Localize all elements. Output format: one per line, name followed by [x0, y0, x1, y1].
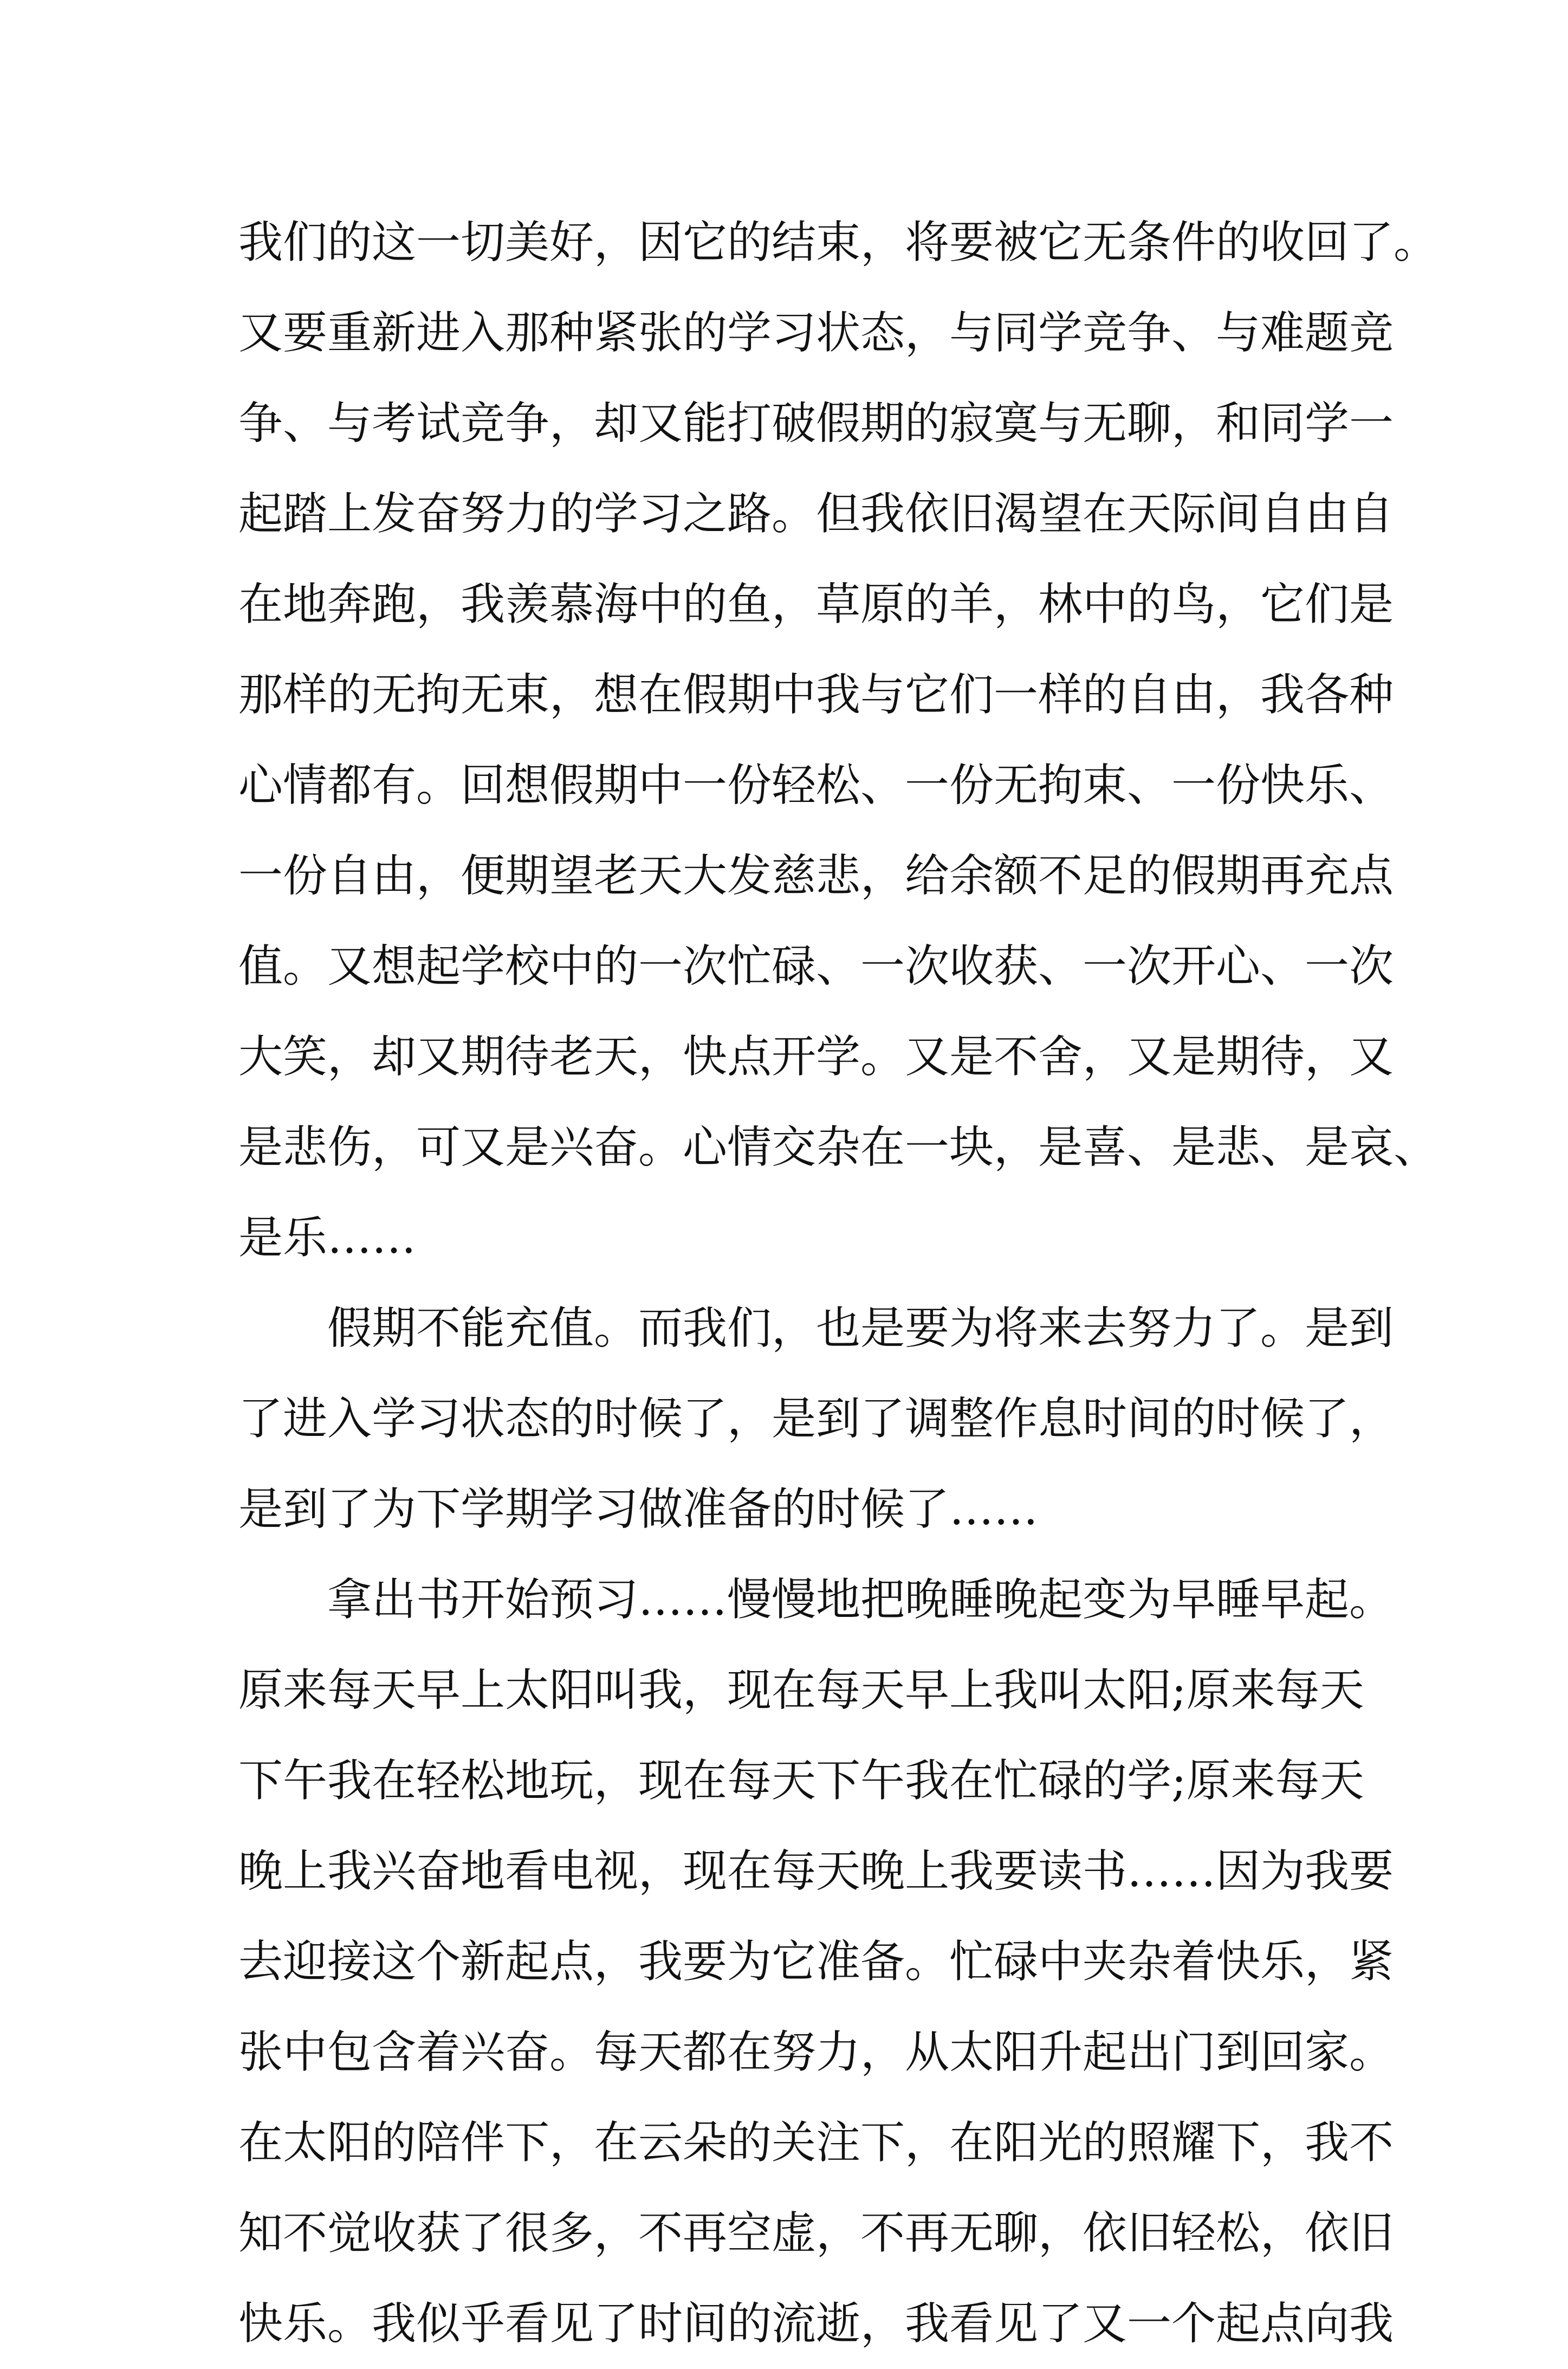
text-line: 争、与考试竞争，却又能打破假期的寂寞与无聊，和同学一	[238, 398, 1394, 449]
body-text	[238, 197, 1439, 2369]
text-line: 大笑，却又期待老天，快点开学。又是不舍，又是期待，又	[238, 1031, 1394, 1083]
paragraph-first-line: 拿出书开始预习……慢慢地把晚睡晚起变为早睡早起。	[327, 1574, 1394, 1626]
text-line: 是悲伤，可又是兴奋。心情交杂在一块，是喜、是悲、是哀、	[238, 1122, 1439, 1173]
text-line: 了进入学习状态的时候了，是到了调整作息时间的时候了，	[238, 1393, 1394, 1445]
text-line: 下午我在轻松地玩，现在每天下午我在忙碌的学;原来每天	[238, 1755, 1364, 1807]
text-line: 又要重新进入那种紧张的学习状态，与同学竞争、与难题竞	[238, 307, 1394, 359]
text-line: 晚上我兴奋地看电视，现在每天晚上我要读书……因为我要	[238, 1846, 1394, 1897]
text-line: 那样的无拘无束，想在假期中我与它们一样的自由，我各种	[238, 669, 1394, 721]
text-line: 是乐……	[238, 1212, 417, 1264]
text-line: 是到了为下学期学习做准备的时候了……	[238, 1484, 1039, 1535]
text-line: 在太阳的陪伴下，在云朵的关注下，在阳光的照耀下，我不	[238, 2117, 1394, 2169]
text-line: 去迎接这个新起点，我要为它准备。忙碌中夹杂着快乐，紧	[238, 1936, 1394, 1988]
text-line: 张中包含着兴奋。每天都在努力，从太阳升起出门到回家。	[238, 2027, 1394, 2078]
text-line: 起踏上发奋努力的学习之路。但我依旧渴望在天际间自由自	[238, 488, 1394, 540]
text-line: 一份自由，便期望老天大发慈悲，给余额不足的假期再充点	[238, 850, 1394, 902]
text-line: 在地奔跑，我羡慕海中的鱼，草原的羊，林中的鸟，它们是	[238, 579, 1394, 630]
text-line: 我们的这一切美好，因它的结束，将要被它无条件的收回了。	[238, 217, 1439, 268]
text-line: 快乐。我似乎看见了时间的流逝，我看见了又一个起点向我	[238, 2298, 1394, 2349]
text-line: 心情都有。回想假期中一份轻松、一份无拘束、一份快乐、	[238, 760, 1394, 811]
text-line: 原来每天早上太阳叫我，现在每天早上我叫太阳;原来每天	[238, 1665, 1364, 1716]
paragraph-first-line: 假期不能充值。而我们，也是要为将来去努力了。是到	[327, 1303, 1394, 1354]
text-line: 值。又想起学校中的一次忙碌、一次收获、一次开心、一次	[238, 941, 1394, 992]
text-line: 知不觉收获了很多，不再空虚，不再无聊，依旧轻松，依旧	[238, 2208, 1394, 2259]
